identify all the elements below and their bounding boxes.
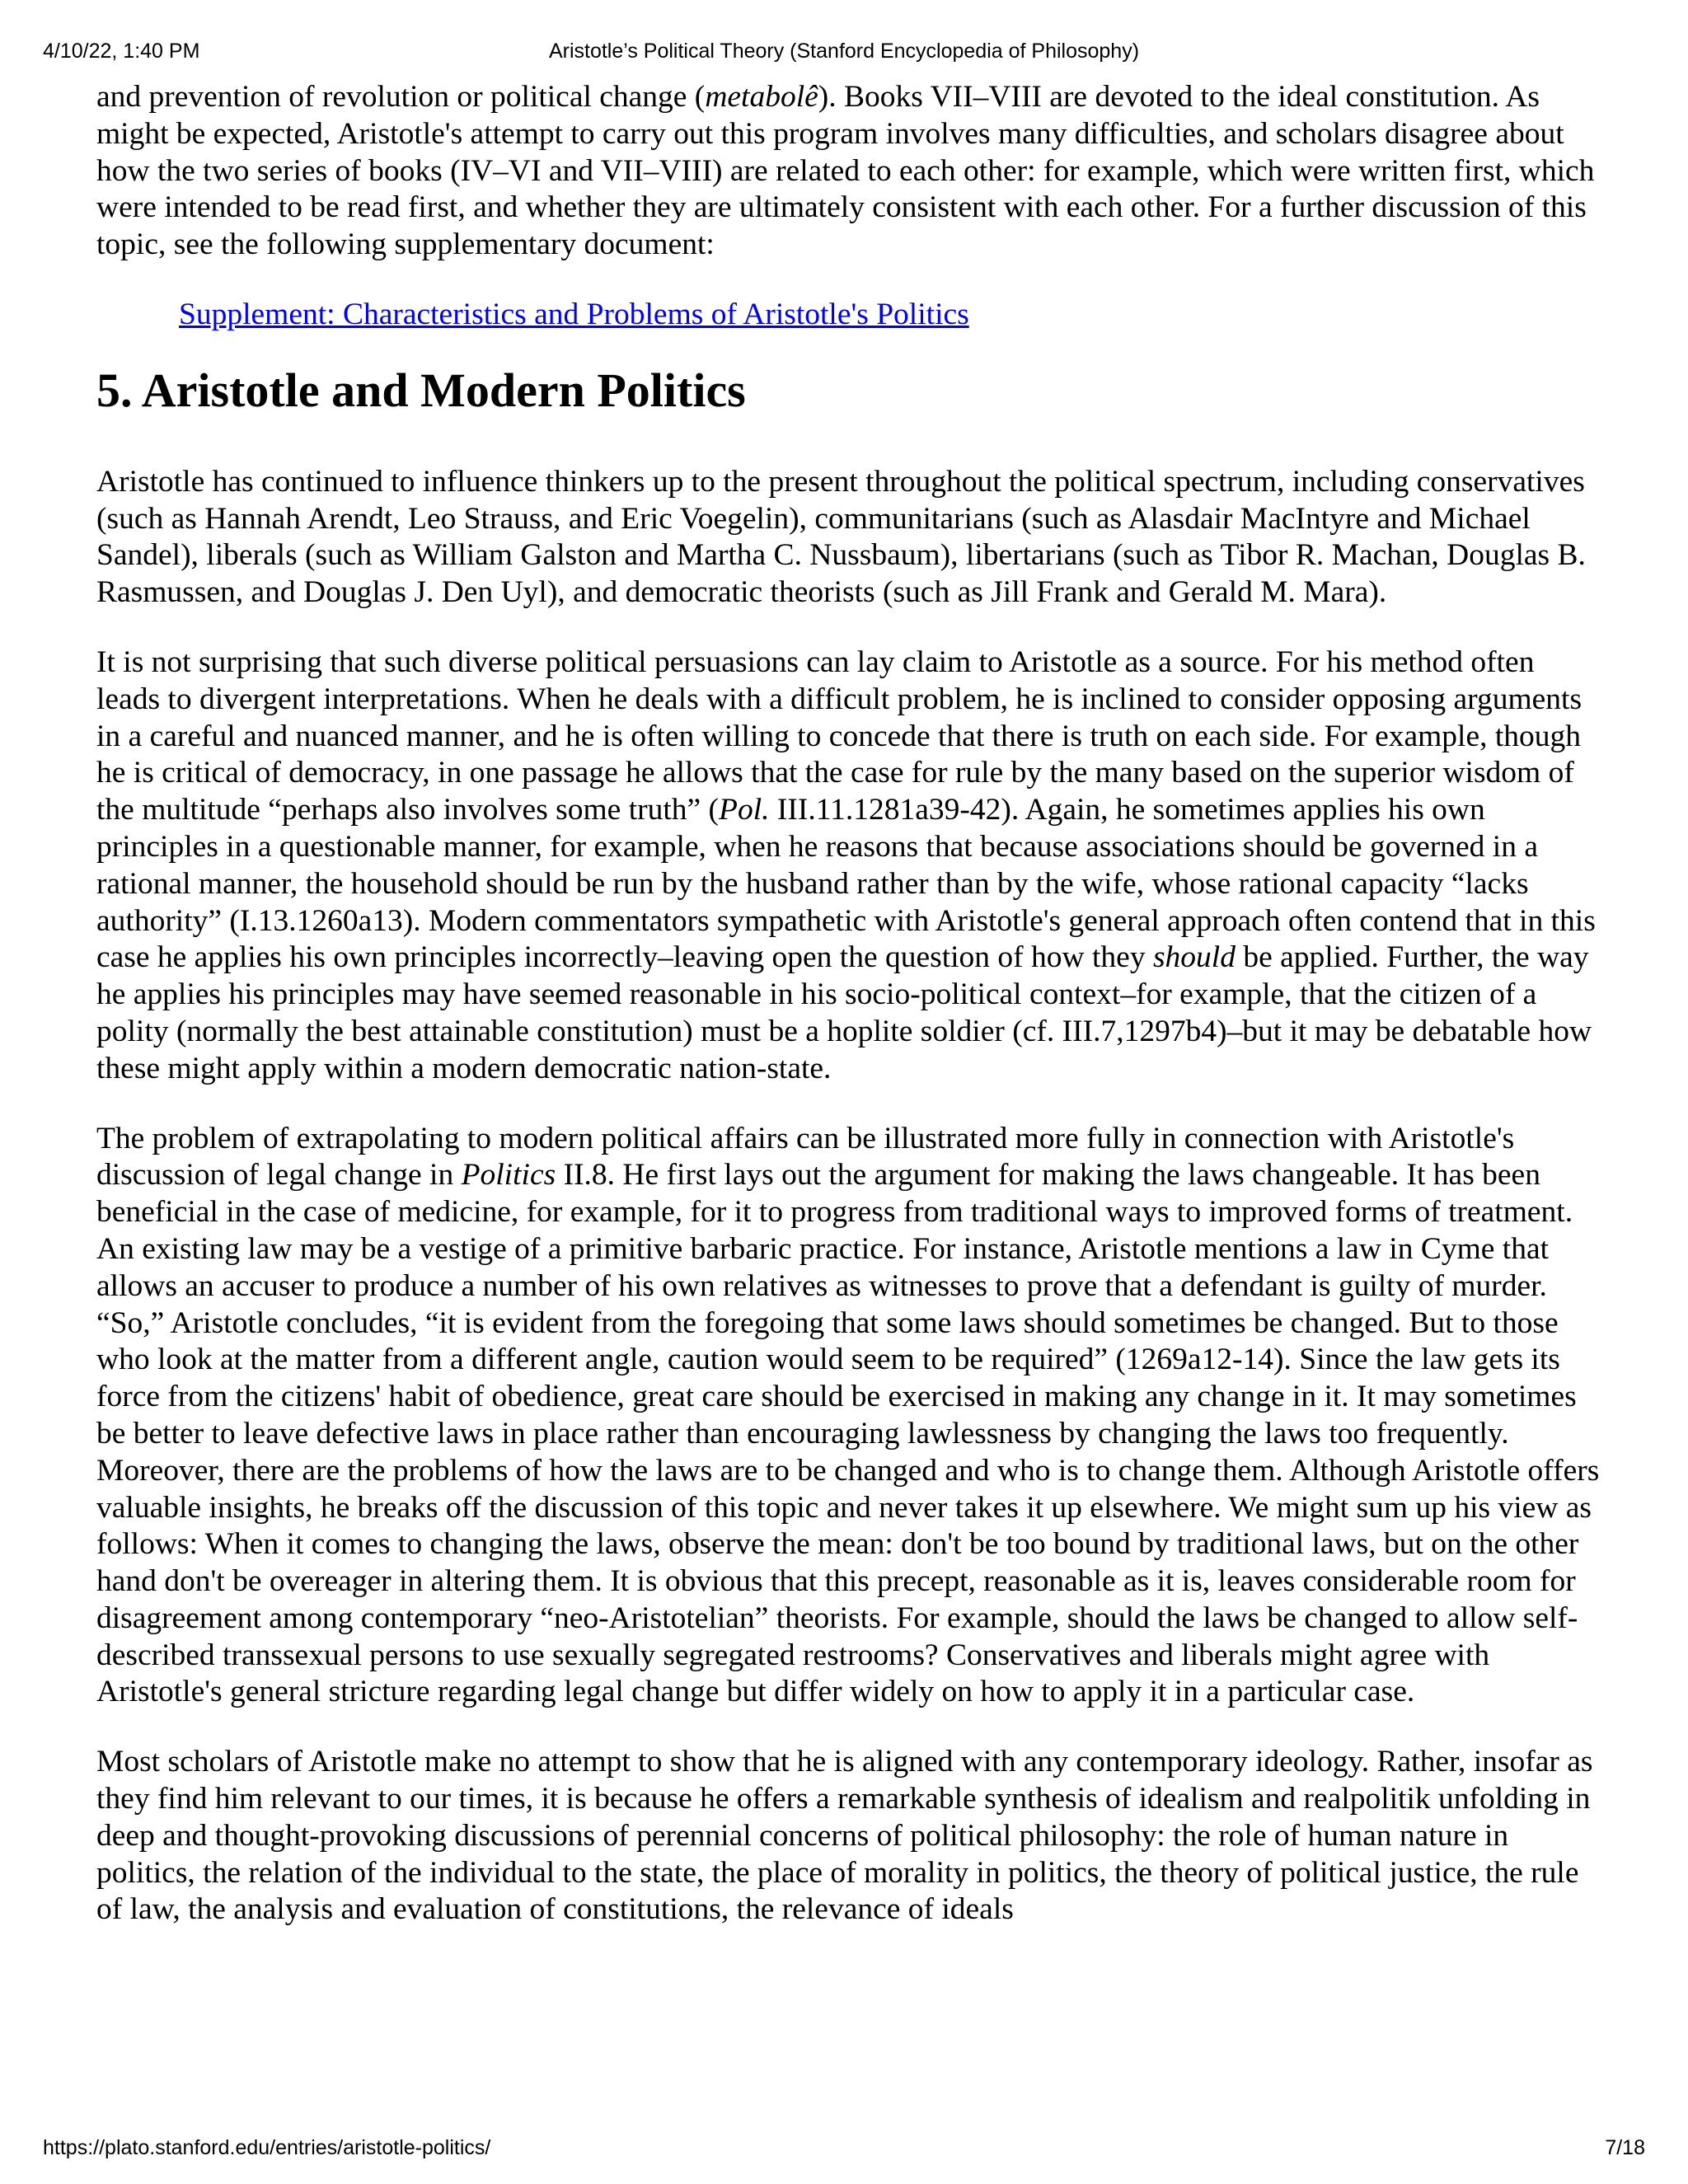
paragraph-legal-change	[96, 1121, 1605, 1712]
intro-text-start: and prevention of revolution or political change (	[96, 80, 706, 114]
paragraph-text: The problem of extrapolating to modern political affairs can be illustrated more fully in connection with Aristotle's discussion of legal change in	[96, 1121, 1515, 1193]
section-heading: 5. Aristotle and Modern Politics	[96, 363, 746, 417]
print-header	[0, 40, 1688, 68]
paragraph-diverse-persuasions	[96, 644, 1605, 1088]
article-content	[96, 79, 1605, 1961]
print-page-title: Aristotle’s Political Theory (Stanford Encyclopedia of Philosophy)	[548, 40, 1140, 63]
paragraph-text: be applied. Further, the way he applies his principles may have seemed reasonable in his socio-political context–for example, that the citizen of a polity (normally the best attainable constitution) must be a hoplite soldier (cf. III.7,1297b4)–but it may be debatable how these might apply within a modern democratic nation-state.	[96, 940, 1592, 1085]
intro-paragraph	[96, 79, 1605, 264]
supplement-link[interactable]: Supplement: Characteristics and Problems of Aristotle's Politics	[179, 297, 969, 331]
paragraph-influence: Aristotle has continued to influence thinkers up to the present throughout the political spectrum, including conservatives (such as Hannah Arendt, Leo Strauss, and Eric Voegelin), communitarians (such as Alasdair MacIntyre and Michael Sandel), liberals (such as William Galston and Martha C. Nussbaum), libertarians (such as Tibor R. Machan, Douglas B. Rasmussen, and Douglas J. Den Uyl), and democratic theorists (such as Jill Frank and Gerald M. Mara).	[96, 464, 1586, 610]
print-datetime: 4/10/22, 1:40 PM	[43, 40, 200, 63]
paragraph-text: III.11.1281a39-42). Again, he sometimes applies his own principles in a questionable manner, for example, when he reasons that because associations should be governed in a rational manner, the household should be run by the husband rather than by the wife, whose rational capacity “lacks authority” (I.13.1260a13). Modern commentators sympathetic with Aristotle's general approach often contend that in this case he applies his own principles incorrectly–leaving open the question of how they	[96, 793, 1596, 975]
paragraph-scholars: Most scholars of Aristotle make no attempt to show that he is aligned with any contemporary ideology. Rather, insofar as they find him relevant to our times, it is because he offers a remarkable synthesis of idealism and realpolitik unfolding in deep and thought-provoking discussions of perennial concerns of political philosophy: the role of human nature in politics, the relation of the individual to the state, the place of morality in politics, the theory of political justice, the rule of law, the analysis and evaluation of constitutions, the relevance of ideals	[96, 1745, 1593, 1927]
citation-politics: Politics	[461, 1158, 556, 1193]
print-url: https://plato.stanford.edu/entries/aristotle-politics/	[43, 2136, 491, 2159]
citation-pol: Pol.	[719, 793, 770, 827]
intro-text-end: ). Books VII–VIII are devoted to the ideal constitution. As might be expected, Aristotle's attempt to carry out this program involves many difficulties, and scholars disagree about how the two series of books (IV–VI and VII–VIII) are related to each other: for example, which were written first, which were intended to be read first, and whether they are ultimately consistent with each other. For a further discussion of this topic, see the following supplementary document:	[96, 80, 1595, 262]
print-footer	[0, 2136, 1688, 2164]
print-page-number: 7/18	[1605, 2136, 1645, 2159]
paragraph-text: It is not surprising that such diverse political persuasions can lay claim to Aristotle as a source. For his method often leads to divergent interpretations. When he deals with a difficult problem, he is inclined to consider opposing arguments in a careful and nuanced manner, and he is often willing to concede that there is truth on each side. For example, though he is critical of democracy, in one passage he allows that the case for rule by the many based on the superior wisdom of the multitude “perhaps also involves some truth” (	[96, 644, 1582, 827]
paragraph-text: II.8. He first lays out the argument for making the laws changeable. It has been beneficial in the case of medicine, for example, for it to progress from traditional ways to improved forms of treatment. An existing law may be a vestige of a primitive barbaric practice. For instance, Aristotle mentions a law in Cyme that allows an accuser to produce a number of his own relatives as witnesses to prove that a defendant is guilty of murder. “So,” Aristotle concludes, “it is evident from the foregoing that some laws should sometimes be changed. But to those who look at the matter from a different angle, caution would seem to be required” (1269a12-14). Since the law gets its force from the citizens' habit of obedience, great care should be exercised in making any change in it. It may sometimes be better to leave defective laws in place rather than encouraging lawlessness by changing the laws too frequently. Moreover, there are the problems of how the laws are to be changed and who is to change them. Although Aristotle offers valuable insights, he breaks off the discussion of this topic and never takes it up elsewhere. We might sum up his view as follows: When it comes to changing the laws, observe the mean: don't be too bound by traditional laws, but on the other hand don't be overeager in altering them. It is obvious that this precept, reasonable as it is, leaves considerable room for disagreement among contemporary “neo-Aristotelian” theorists. For example, should the laws be changed to allow self-described transsexual persons to use sexually segregated restrooms? Conservatives and liberals might agree with Aristotle's general stricture regarding legal change but differ widely on how to apply it in a particular case.	[96, 1158, 1600, 1709]
metabole-term: metabolê	[705, 80, 818, 114]
emphasis-should: should	[1152, 940, 1236, 975]
